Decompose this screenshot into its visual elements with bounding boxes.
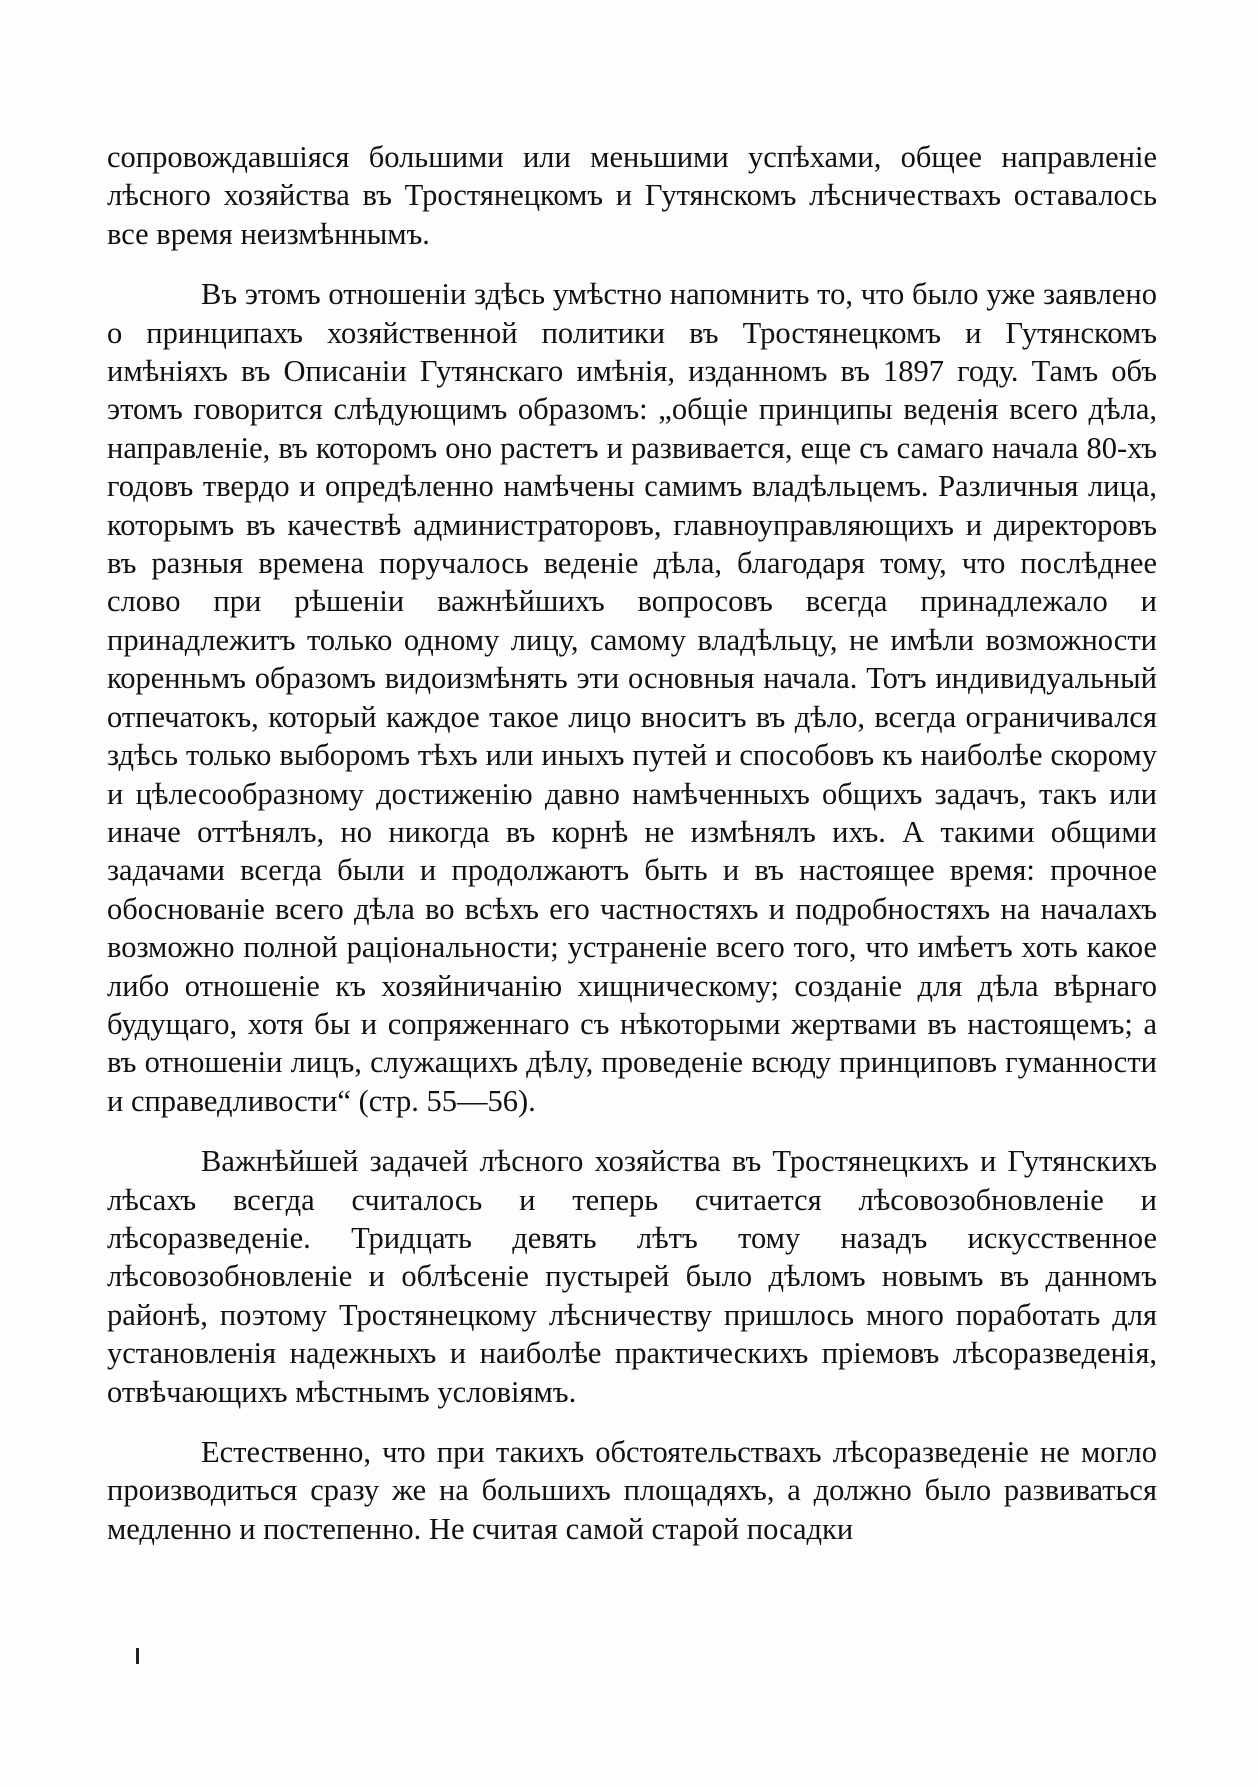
paragraph-1: сопровождавшіяся большими или меньшими успѣхами, общее направленіе лѣсного хозяйства въ Тростянецкомъ и Гутянскомъ лѣсничествахъ оставалось все время неизмѣннымъ. — [107, 140, 1157, 251]
page-mark-icon — [136, 1648, 139, 1664]
paragraph-3: Важнѣйшей задачей лѣсного хозяйства въ Тростянецкихъ и Гутянскихъ лѣсахъ всегда считалось и теперь считается лѣсовозобновленіе и лѣсоразведеніе. Тридцать девять лѣтъ тому назадъ искусственное лѣсовозобновленіе и облѣсеніе пустырей было дѣломъ новымъ въ данномъ районѣ, поэтому Тростянецкому лѣсничеству пришлось много поработать для установленія надежныхъ и наиболѣе практическихъ пріемовъ лѣсоразведенія, отвѣчающихъ мѣстнымъ условіямъ. — [107, 1144, 1157, 1409]
paragraph-2: Въ этомъ отношеніи здѣсь умѣстно напомнить то, что было уже заявлено о принципахъ хозяйственной политики въ Тростянецкомъ и Гутянскомъ имѣніяхъ въ Описаніи Гутянскаго имѣнія, изданномъ въ 1897 году. Тамъ объ этомъ говорится слѣдующимъ образомъ: „общіе принципы веденія всего дѣла, направленіе, въ которомъ оно растетъ и развивается, еще съ самаго начала 80-хъ годовъ твердо и опредѣленно намѣчены самимъ владѣльцемъ. Различныя лица, которымъ въ качествѣ администраторовъ, главноуправляющихъ и директоровъ въ разныя времена поручалось веденіе дѣла, благодаря тому, что послѣднее слово при рѣшеніи важнѣйшихъ вопросовъ всегда принадлежало и принадлежитъ только одному лицу, самому владѣльцу, не имѣли возможности коренньмъ образомъ видоизмѣнять эти основныя начала. Тотъ индивидуальный отпечатокъ, который каждое такое лицо вноситъ въ дѣло, всегда ограничивался здѣсь только выборомъ тѣхъ или иныхъ путей и способовъ къ наиболѣе скорому и цѣлесообразному достиженію давно намѣченныхъ общихъ задачъ, такъ или иначе оттѣнялъ, но никогда въ корнѣ не измѣнялъ ихъ. А такими общими задачами всегда были и продолжаютъ быть и въ настоящее время: прочное обоснованіе всего дѣла во всѣхъ его частностяхъ и подробностяхъ на началахъ возможно полной раціональности; устраненіе всего того, что имѣетъ хоть какое либо отношеніе къ хозяйничанію хищническому; созданіе для дѣла вѣрнаго будущаго, хотя бы и сопряженнаго съ нѣкоторыми жертвами въ настоящемъ; а въ отношеніи лицъ, служащихъ дѣлу, проведеніе всюду принциповъ гуманности и справедливости“ (стр. 55—56). — [107, 277, 1157, 1118]
body-text — [107, 138, 1157, 1548]
paragraph-4: Естественно, что при такихъ обстоятельствахъ лѣсоразведеніе не могло производиться сразу же на большихъ площадяхъ, а должно было развиваться медленно и постепенно. Не считая самой старой посадки — [107, 1435, 1157, 1546]
